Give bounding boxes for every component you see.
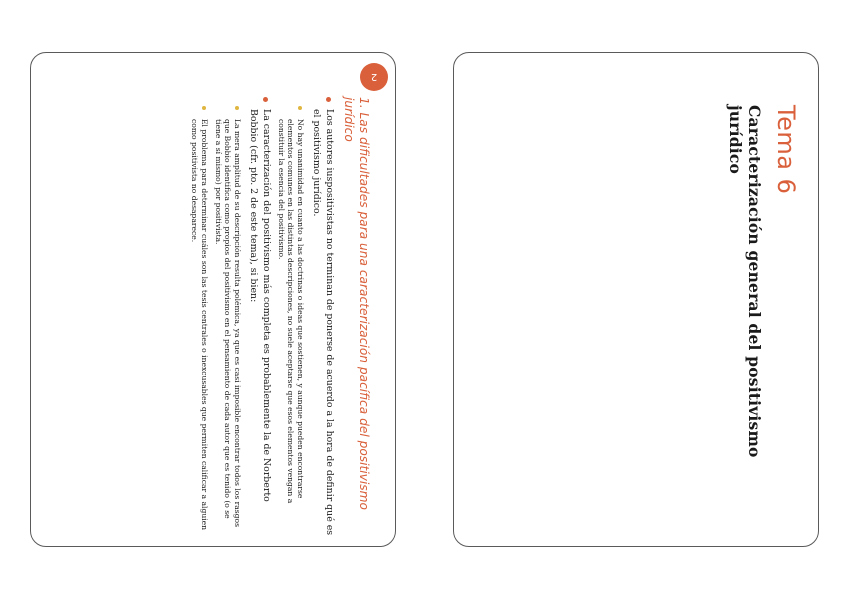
bullet-dot-icon	[326, 97, 331, 102]
sub-bullet-dot-icon	[202, 106, 206, 110]
slide-body	[186, 97, 371, 537]
bullet-text: La caracterización del positivismo más completa es probablemente la de Norberto Bobbio (cfr. pto. 2 de este tema), si bien:	[248, 109, 273, 502]
slide-main-title: Caracterización general del positivismo jurídico	[726, 105, 764, 458]
sub-bullet-item	[213, 97, 242, 537]
slide-title	[453, 52, 819, 547]
slide-content-plane	[31, 53, 397, 548]
sub-bullet-item	[276, 97, 305, 537]
sub-bullet-text: La mera amplitud de su descripción resulta polémica, ya que es casi imposible encontrar todos los rasgos que Bobbio identifica como propios del positivismo en el pensamiento de cada autor que es tenido (o se tiene a sí mismo) por positivista.	[213, 119, 242, 528]
slide-title-plane	[454, 53, 820, 548]
sub-bullet-dot-icon	[298, 106, 302, 110]
page-number-badge: 2	[360, 63, 388, 91]
sub-bullet-text: No hay unanimidad en cuanto a las doctrinas o ideas que sostienen, y aunque pueden encontrarse elementos comunes en las distintas descripciones, no suele aceptarse que esos elementos vengan a constituir la esencia del positivismo.	[276, 119, 305, 504]
bullet-dot-icon	[263, 97, 268, 102]
sub-bullet-text: El problema para determinar cuáles son las tesis centrales o inexcusables que permiten calificar a alguien como positivista no desaparece.	[190, 119, 210, 531]
section-heading: 1. Las dificultades para una caracterización pacífica del positivismo jurídico	[342, 97, 371, 510]
bullet-item	[310, 97, 335, 537]
bullet-item	[247, 97, 272, 537]
tema-label: Tema 6	[772, 105, 800, 195]
slide-content	[30, 52, 396, 547]
sub-bullet-item	[190, 97, 209, 537]
bullet-text: Los autores iuspositivistas no terminan de ponerse de acuerdo a la hora de definir qué es el positivismo jurídico.	[311, 109, 335, 536]
sub-bullet-dot-icon	[235, 106, 239, 110]
